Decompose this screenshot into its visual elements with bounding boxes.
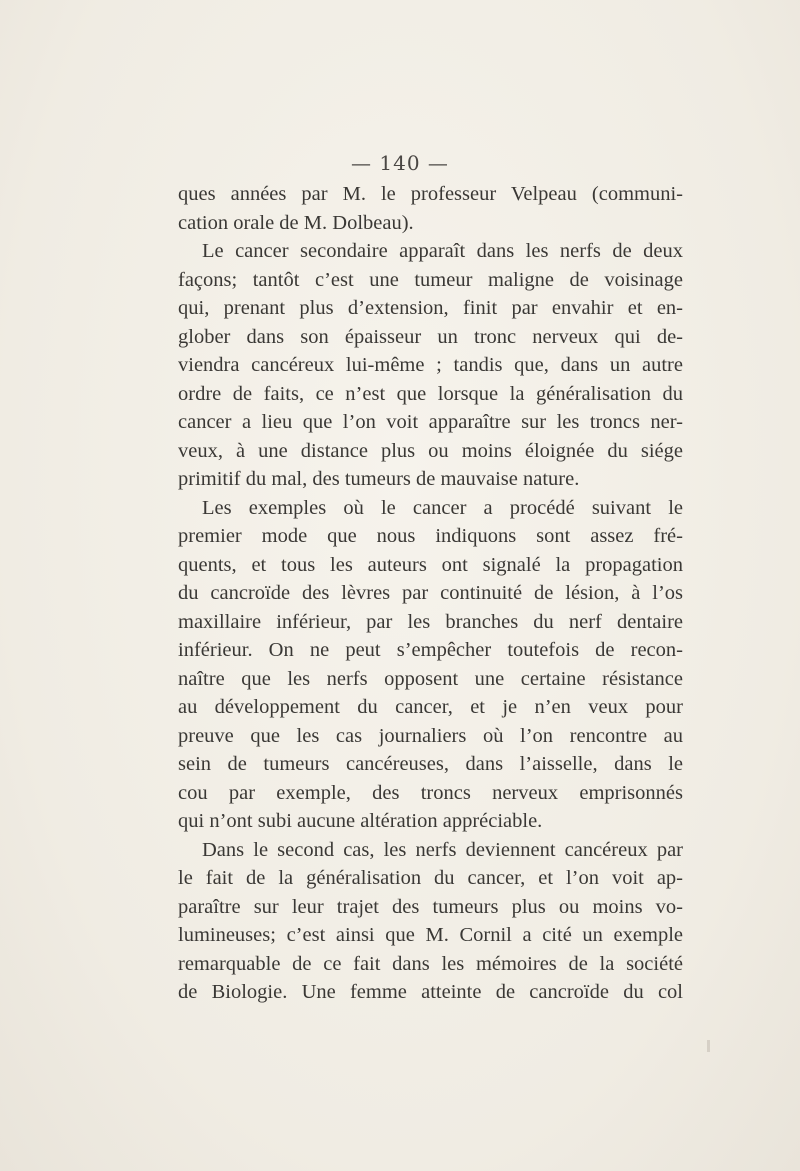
- text-line: cancer a lieu que l’on voit apparaître sur les troncs ner-: [178, 411, 683, 433]
- text-line: naître que les nerfs opposent une certaine résistance: [178, 667, 683, 690]
- text-line: cation orale de M. Dolbeau).: [178, 211, 414, 234]
- text-line: façons; tantôt c’est une tumeur maligne de voisinage: [178, 268, 683, 291]
- text-line: paraître sur leur trajet des tumeurs plus ou moins vo-: [178, 895, 683, 918]
- text-line: le fait de la généralisation du cancer, et l’on voit ap-: [178, 867, 683, 889]
- text-line: remarquable de ce fait dans les mémoires de la société: [178, 952, 683, 975]
- text-line: preuve que les cas journaliers où l’on rencontre au: [178, 724, 683, 747]
- text-line: Les exemples où le cancer a procédé suivant le: [202, 496, 683, 519]
- text-line: premier mode que nous indiquons sont assez fré-: [178, 525, 683, 547]
- text-line: Le cancer secondaire apparaît dans les nerfs de deux: [202, 240, 683, 262]
- text-line: viendra cancéreux lui-même ; tandis que, dans un autre: [178, 354, 683, 376]
- text-line: quents, et tous les auteurs ont signalé la propagation: [178, 553, 683, 576]
- text-line: glober dans son épaisseur un tronc nerveux qui de-: [178, 325, 683, 348]
- body-text: [178, 180, 683, 1007]
- text-line: veux, à une distance plus ou moins éloignée du siége: [178, 439, 683, 462]
- paper-mark: [707, 1040, 710, 1052]
- text-line: du cancroïde des lèvres par continuité de lésion, à l’os: [178, 582, 683, 604]
- text-line: ques années par M. le professeur Velpeau (communi-: [178, 183, 683, 205]
- page-number: — 140 —: [351, 151, 449, 175]
- text-line: sein de tumeurs cancéreuses, dans l’aisselle, dans le: [178, 753, 683, 775]
- text-line: inférieur. On ne peut s’empêcher toutefois de recon-: [178, 639, 683, 661]
- text-line: maxillaire inférieur, par les branches du nerf dentaire: [178, 610, 683, 633]
- text-line: de Biologie. Une femme atteinte de cancroïde du col: [178, 981, 683, 1003]
- text-line: cou par exemple, des troncs nerveux emprisonnés: [178, 781, 683, 804]
- text-line: lumineuses; c’est ainsi que M. Cornil a cité un exemple: [178, 924, 683, 946]
- text-line: qui, prenant plus d’extension, finit par envahir et en-: [178, 297, 683, 319]
- text-line: au développement du cancer, et je n’en veux pour: [178, 696, 683, 718]
- text-line: ordre de faits, ce n’est que lorsque la généralisation du: [178, 382, 683, 405]
- text-line: Dans le second cas, les nerfs deviennent cancéreux par: [202, 838, 683, 861]
- text-line: primitif du mal, des tumeurs de mauvaise nature.: [178, 468, 580, 490]
- text-line: qui n’ont subi aucune altération appréciable.: [178, 810, 543, 832]
